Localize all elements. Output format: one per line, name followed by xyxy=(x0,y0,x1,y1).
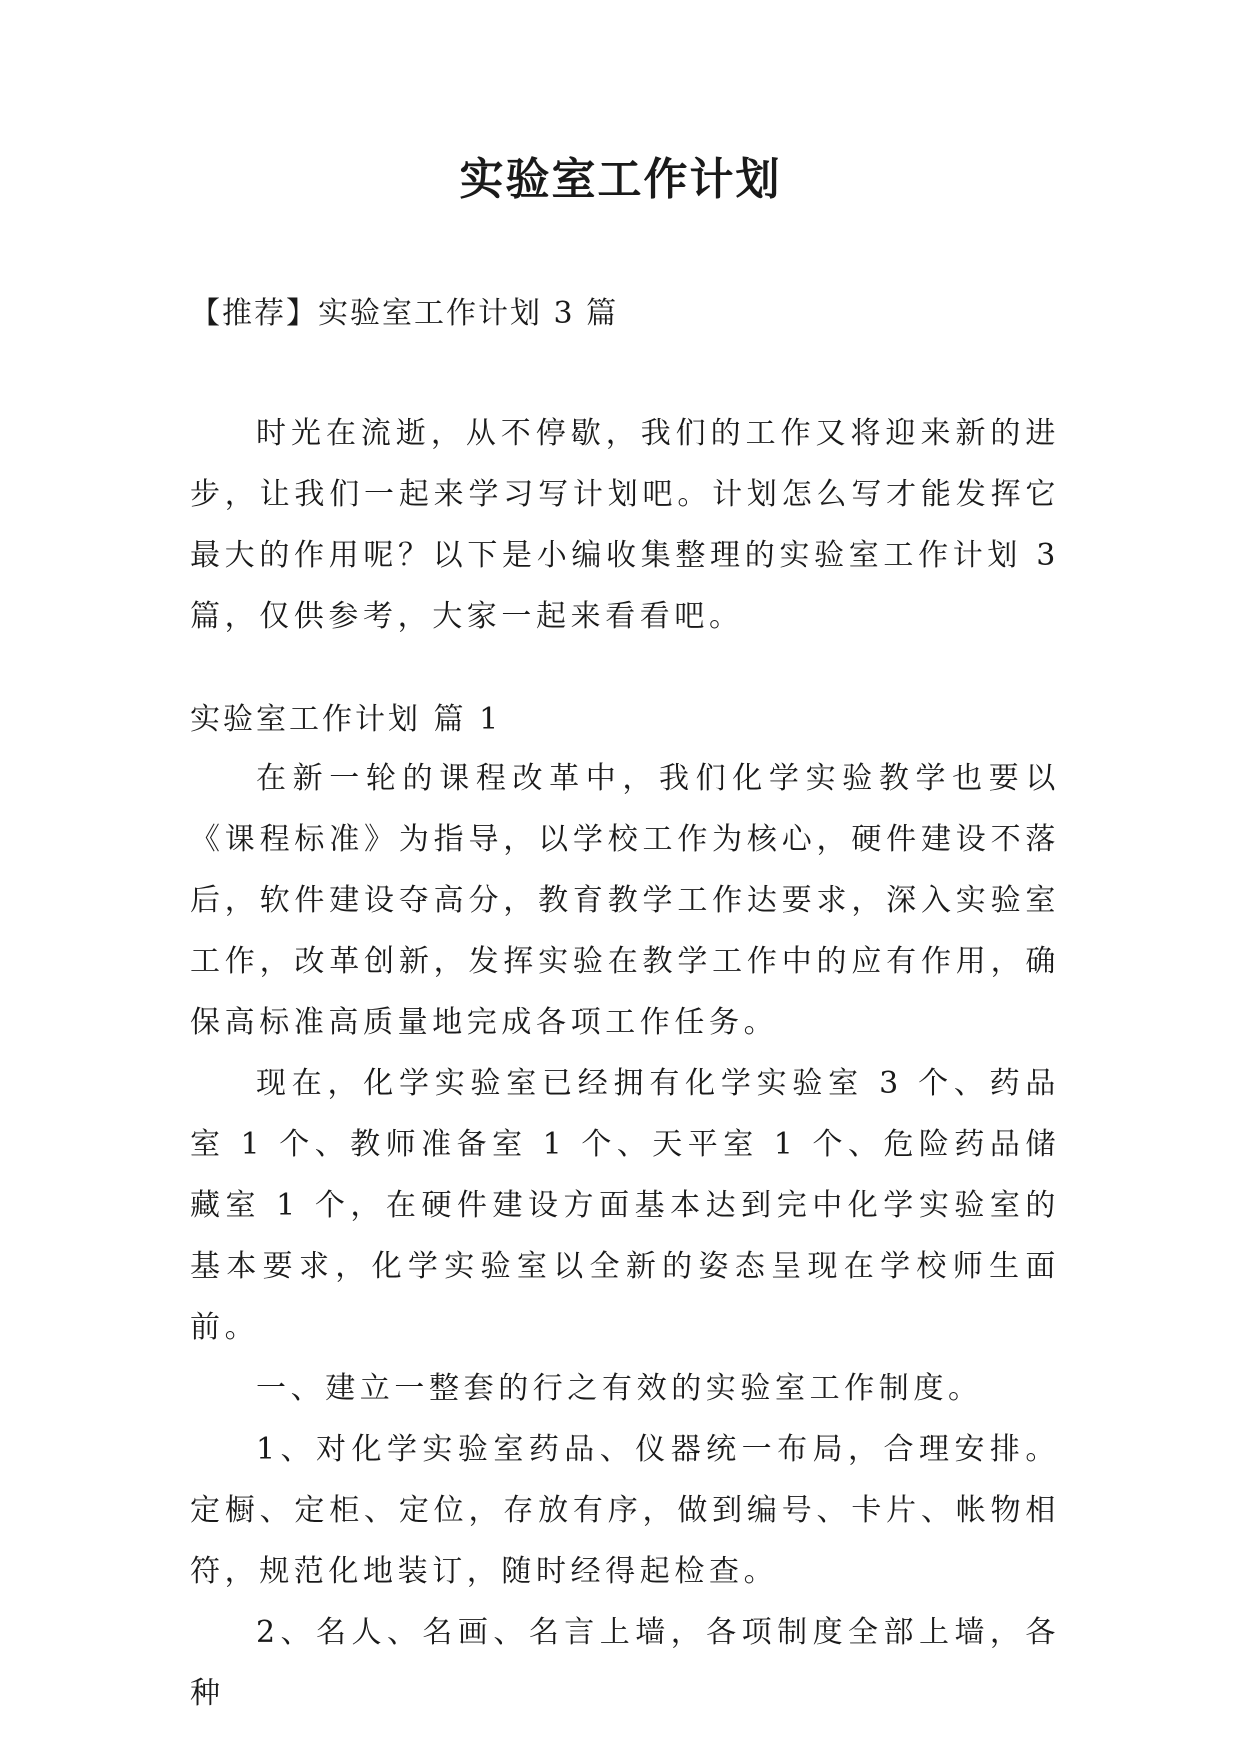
body-paragraph: 1、对化学实验室药品、仪器统一布局，合理安排。定橱、定柜、定位，存放有序，做到编号、卡片、帐物相符，规范化地装订，随时经得起检查。 xyxy=(190,1432,1060,1589)
document-subtitle: 【推荐】实验室工作计划 3 篇 xyxy=(190,296,619,331)
body-paragraph: 2、名人、名画、名言上墙，各项制度全部上墙，各种 xyxy=(190,1615,1060,1711)
section-heading: 实验室工作计划 篇 1 xyxy=(190,702,502,737)
body-paragraph: 一、建立一整套的行之有效的实验室工作制度。 xyxy=(256,1371,983,1406)
document-title: 实验室工作计划 xyxy=(459,154,782,205)
body-paragraph: 现在，化学实验室已经拥有化学实验室 3 个、药品室 1 个、教师准备室 1 个、天平室 1 个、危险药品储藏室 1 个，在硬件建设方面基本达到完中化学实验室的基本要求，化学实验室以全新的姿态呈现在学校师生面前。 xyxy=(190,1066,1060,1345)
section-body xyxy=(190,748,1060,1724)
intro-paragraph: 时光在流逝，从不停歇，我们的工作又将迎来新的进步，让我们一起来学习写计划吧。计划怎么写才能发挥它最大的作用呢？以下是小编收集整理的实验室工作计划 3 篇，仅供参考，大家一起来看看吧。 xyxy=(190,416,1060,634)
body-paragraph: 在新一轮的课程改革中，我们化学实验教学也要以《课程标准》为指导，以学校工作为核心，硬件建设不落后，软件建设夺高分，教育教学工作达要求，深入实验室工作，改革创新，发挥实验在教学工作中的应有作用，确保高标准高质量地完成各项工作任务。 xyxy=(190,761,1060,1040)
